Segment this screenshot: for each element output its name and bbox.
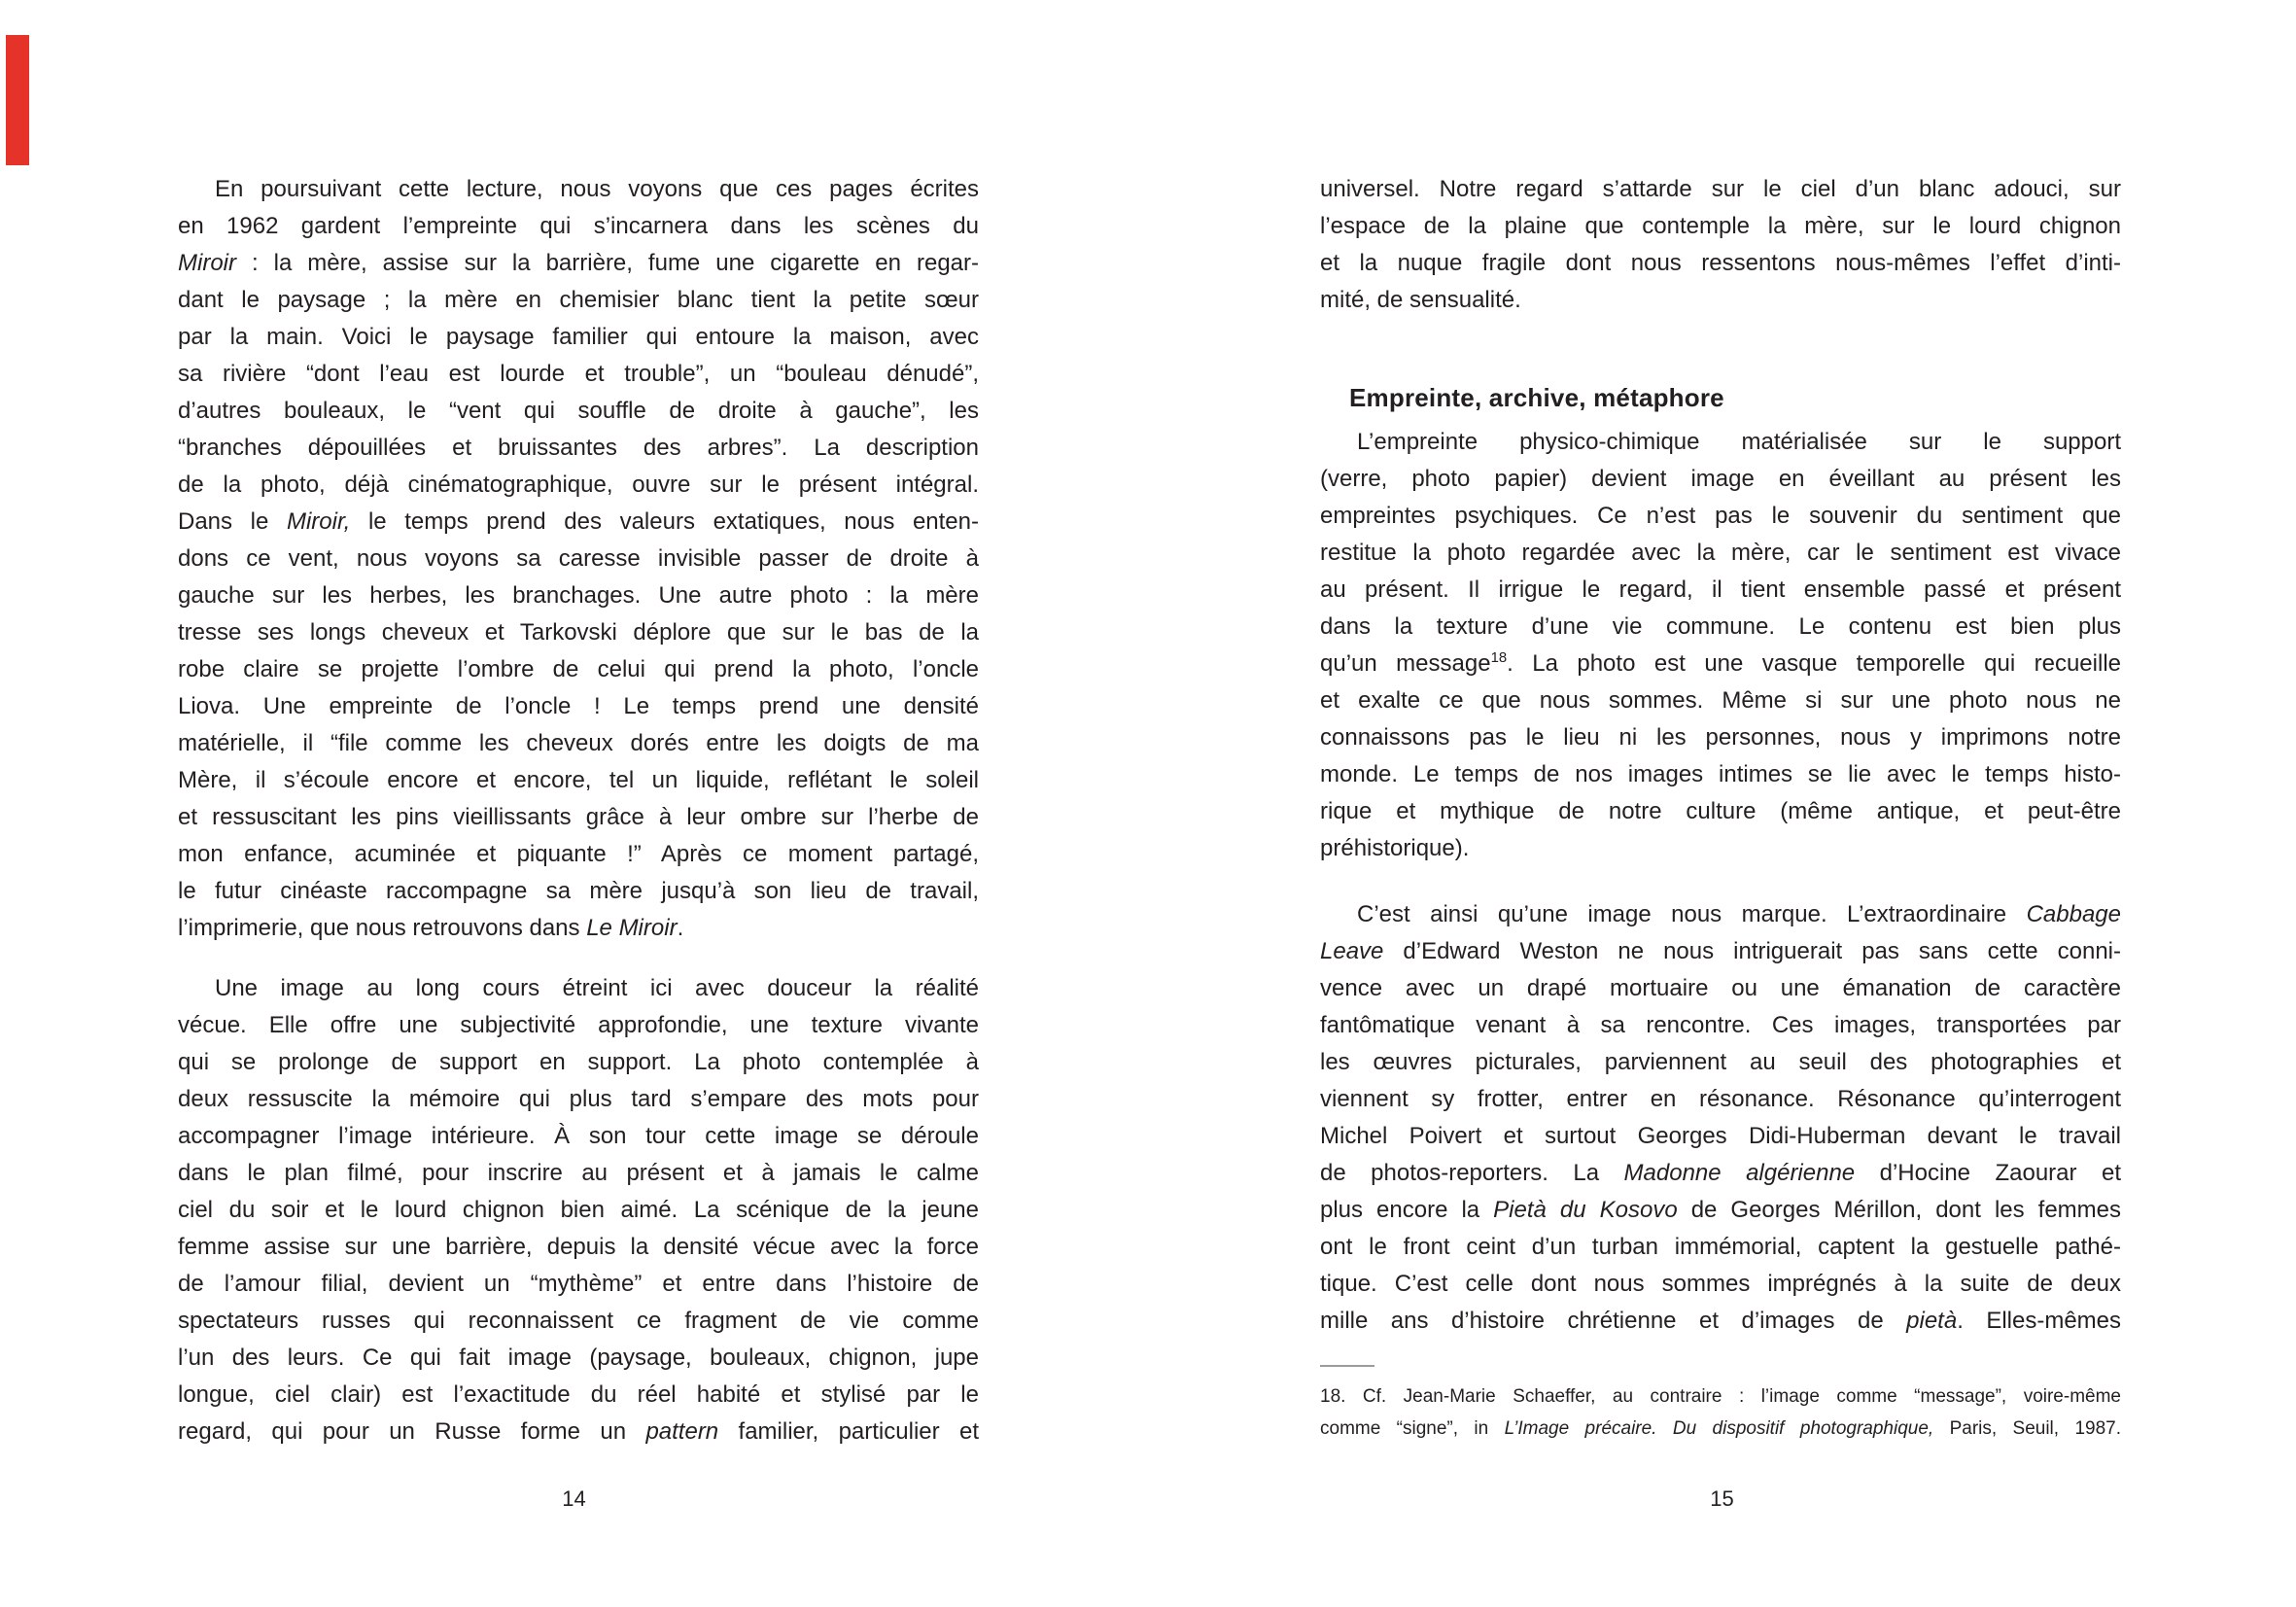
text-line [178, 1414, 979, 1450]
text-line [1320, 282, 2121, 319]
text-segment: l’imprimerie, que nous retrouvons dans [178, 915, 587, 941]
text-segment: L’Image précaire. Du dispositif photographique, [1504, 1418, 1934, 1439]
text-segment: En poursuivant cette lecture, nous voyons que ces pages écrites [215, 176, 979, 202]
text-line [178, 171, 979, 208]
text-line [1320, 793, 2121, 830]
text-segment: viennent sy frotter, entrer en résonance. Résonance qu’interrogent [1320, 1086, 2121, 1112]
text-segment: et la nuque fragile dont nous ressentons nous-mêmes l’effet d’inti- [1320, 250, 2121, 276]
text-line [178, 245, 979, 282]
text-line [1320, 1229, 2121, 1266]
text-line [1320, 1118, 2121, 1155]
text-segment: spectateurs russes qui reconnaissent ce fragment de vie comme [178, 1308, 979, 1334]
text-segment: d’Hocine Zaourar et [1855, 1160, 2121, 1186]
text-segment: vécue. Elle offre une subjectivité approfondie, une texture vivante [178, 1012, 979, 1038]
text-segment: (verre, photo papier) devient image en éveillant au présent les [1320, 466, 2121, 492]
text-segment: Pietà du Kosovo [1493, 1197, 1678, 1223]
text-segment: et ressuscitant les pins vieillissants grâce à leur ombre sur l’herbe de [178, 804, 979, 830]
text-segment: Michel Poivert et surtout Georges Didi-Huberman devant le travail [1320, 1123, 2121, 1149]
text-line [1320, 1081, 2121, 1118]
text-line [178, 1266, 979, 1303]
text-line [1320, 245, 2121, 282]
page-right [1148, 0, 2296, 1607]
text-segment: et exalte ce que nous sommes. Même si sur une photo nous ne [1320, 687, 2121, 714]
text-line [178, 1044, 979, 1081]
text-line [178, 688, 979, 725]
text-line [178, 1377, 979, 1414]
text-line [178, 1007, 979, 1044]
text-segment: préhistorique). [1320, 835, 1470, 861]
text-segment: fantômatique venant à sa rencontre. Ces images, transportées par [1320, 1012, 2121, 1038]
text-segment: de l’amour filial, devient un “mythème” et entre dans l’histoire de [178, 1271, 979, 1297]
text-line [1320, 208, 2121, 245]
text-segment: comme “signe”, in [1320, 1418, 1505, 1439]
text-segment: ciel du soir et le lourd chignon bien aimé. La scénique de la jeune [178, 1197, 979, 1223]
text-segment: robe claire se projette l’ombre de celui qui prend la photo, l’oncle [178, 656, 979, 682]
text-segment: gauche sur les herbes, les branchages. Une autre photo : la mère [178, 582, 979, 609]
text-segment: : la mère, assise sur la barrière, fume une cigarette en regar- [236, 250, 979, 276]
text-segment: “branches dépouillées et bruissantes des arbres”. La description [178, 435, 979, 461]
text-segment: Leave [1320, 938, 1384, 964]
text-segment: pattern [645, 1418, 719, 1445]
text-line [178, 1303, 979, 1340]
text-segment: Cabbage [2026, 901, 2121, 927]
page-number-right: 15 [1710, 1486, 1734, 1511]
text-line [178, 910, 979, 947]
text-segment: 18 [1490, 650, 1508, 666]
text-line [1320, 1380, 2121, 1413]
text-segment: plus encore la [1320, 1197, 1494, 1223]
text-segment: mité, de sensualité. [1320, 287, 1521, 313]
text-segment: de la photo, déjà cinématographique, ouvre sur le présent intégral. [178, 472, 979, 498]
text-line [1320, 830, 2121, 867]
text-segment: dans la texture d’une vie commune. Le contenu est bien plus [1320, 613, 2121, 640]
text-segment: vence avec un drapé mortuaire ou une émanation de caractère [1320, 975, 2121, 1001]
text-segment: d’autres bouleaux, le “vent qui souffle de droite à gauche”, les [178, 398, 979, 424]
text-line [178, 970, 979, 1007]
text-line [178, 799, 979, 836]
text-segment: . La photo est une vasque temporelle qui recueille [1507, 650, 2121, 677]
text-segment: matérielle, il “file comme les cheveux dorés entre les doigts de ma [178, 730, 979, 756]
text-segment: Miroir [178, 250, 236, 276]
text-line [178, 1155, 979, 1192]
text-segment: C’est ainsi qu’une image nous marque. L’extraordinaire [1357, 901, 2027, 927]
text-segment: monde. Le temps de nos images intimes se lie avec le temps histo- [1320, 761, 2121, 787]
page-number-left: 14 [562, 1486, 586, 1511]
text-segment: Le Miroir [586, 915, 678, 941]
text-segment: l’espace de la plaine que contemple la mère, sur le lourd chignon [1320, 213, 2121, 239]
text-line [178, 651, 979, 688]
text-line [1320, 1192, 2121, 1229]
text-segment: accompagner l’image intérieure. À son tour cette image se déroule [178, 1123, 979, 1149]
text-segment: Madonne algérienne [1623, 1160, 1856, 1186]
text-segment: le temps prend des valeurs extatiques, nous enten- [350, 508, 979, 535]
text-line [178, 504, 979, 541]
text-line [178, 1229, 979, 1266]
text-line [1320, 424, 2121, 461]
text-line [1320, 535, 2121, 572]
paragraph-universel [1320, 171, 2121, 319]
text-segment: mon enfance, acuminée et piquante !” Après ce moment partagé, [178, 841, 979, 867]
footnote [1320, 1380, 2121, 1445]
text-segment: Une image au long cours étreint ici avec douceur la réalité [215, 975, 979, 1001]
text-line [178, 577, 979, 614]
text-line [178, 356, 979, 393]
text-segment: L’empreinte physico-chimique matérialisée sur le support [1357, 429, 2121, 455]
paragraph-pursuing-lecture [178, 171, 979, 947]
text-line [178, 762, 979, 799]
text-line [1320, 682, 2121, 719]
text-segment: 18. Cf. Jean-Marie Schaeffer, au contraire : l’image comme “message”, voire-même [1320, 1386, 2121, 1407]
text-segment: Liova. Une empreinte de l’oncle ! Le temps prend une densité [178, 693, 979, 719]
text-segment: le futur cinéaste raccompagne sa mère jusqu’à son lieu de travail, [178, 878, 979, 904]
text-line [178, 1192, 979, 1229]
text-line [178, 836, 979, 873]
text-line [1320, 646, 2121, 682]
text-line [178, 873, 979, 910]
text-segment: qui se prolonge de support en support. La photo contemplée à [178, 1049, 979, 1075]
text-segment: pietà [1906, 1308, 1958, 1334]
text-line [178, 1340, 979, 1377]
text-segment: regard, qui pour un Russe forme un [178, 1418, 646, 1445]
text-line [1320, 1303, 2121, 1340]
text-segment: tresse ses longs cheveux et Tarkovski déplore que sur le bas de la [178, 619, 979, 646]
text-segment: deux ressuscite la mémoire qui plus tard s’empare des mots pour [178, 1086, 979, 1112]
text-segment: Mère, il s’écoule encore et encore, tel un liquide, reflétant le soleil [178, 767, 979, 793]
text-segment: familier, particulier et [718, 1418, 979, 1445]
text-line [178, 541, 979, 577]
text-line [178, 208, 979, 245]
paragraph-empreinte [1320, 424, 2121, 867]
text-segment: Dans le [178, 508, 287, 535]
text-segment: dons ce vent, nous voyons sa caresse invisible passer de droite à [178, 545, 979, 572]
text-line [1320, 1007, 2121, 1044]
text-segment: Paris, Seuil, 1987. [1933, 1418, 2121, 1439]
text-line [178, 430, 979, 467]
text-segment: au présent. Il irrigue le regard, il tient ensemble passé et présent [1320, 576, 2121, 603]
text-line [1320, 572, 2121, 609]
text-segment: femme assise sur une barrière, depuis la densité vécue avec la force [178, 1234, 979, 1260]
text-line [1320, 970, 2121, 1007]
text-segment: par la main. Voici le paysage familier qui entoure la maison, avec [178, 324, 979, 350]
text-segment: connaissons pas le lieu ni les personnes, nous y imprimons notre [1320, 724, 2121, 751]
text-line [1320, 1044, 2121, 1081]
text-segment: les œuvres picturales, parviennent au seuil des photographies et [1320, 1049, 2121, 1075]
text-segment: . [677, 915, 684, 941]
text-line [178, 467, 979, 504]
text-segment: de Georges Mérillon, dont les femmes [1677, 1197, 2121, 1223]
text-segment: . Elles-mêmes [1957, 1308, 2121, 1334]
paragraph-une-image [178, 970, 979, 1450]
text-segment: qu’un message [1320, 650, 1491, 677]
text-line [1320, 461, 2121, 498]
text-line [178, 725, 979, 762]
text-segment: mille ans d’histoire chrétienne et d’images de [1320, 1308, 1907, 1334]
text-segment: universel. Notre regard s’attarde sur le ciel d’un blanc adouci, sur [1320, 176, 2121, 202]
text-line [178, 1081, 979, 1118]
text-segment: en 1962 gardent l’empreinte qui s’incarnera dans les scènes du [178, 213, 979, 239]
text-line [1320, 1155, 2121, 1192]
text-segment: de photos-reporters. La [1320, 1160, 1624, 1186]
text-segment: dans le plan filmé, pour inscrire au présent et à jamais le calme [178, 1160, 979, 1186]
text-line [1320, 933, 2121, 970]
text-segment: longue, ciel clair) est l’exactitude du réel habité et stylisé par le [178, 1381, 979, 1408]
text-line [178, 393, 979, 430]
text-segment: dant le paysage ; la mère en chemisier blanc tient la petite sœur [178, 287, 979, 313]
section-heading: Empreinte, archive, métaphore [1349, 383, 1724, 412]
text-segment: tique. C’est celle dont nous sommes imprégnés à la suite de deux [1320, 1271, 2121, 1297]
text-line [178, 319, 979, 356]
text-segment: sa rivière “dont l’eau est lourde et trouble”, un “bouleau dénudé”, [178, 361, 979, 387]
text-line [1320, 609, 2121, 646]
text-segment: Miroir, [286, 508, 351, 535]
text-segment: empreintes psychiques. Ce n’est pas le souvenir du sentiment que [1320, 503, 2121, 529]
text-line [178, 1118, 979, 1155]
text-line [1320, 171, 2121, 208]
text-segment: rique et mythique de notre culture (même antique, et peut-être [1320, 798, 2121, 824]
text-segment: l’un des leurs. Ce qui fait image (paysage, bouleaux, chignon, jupe [178, 1345, 979, 1371]
text-segment: d’Edward Weston ne nous intriguerait pas sans cette conni- [1383, 938, 2121, 964]
footnote-divider [1320, 1365, 1374, 1367]
text-line [1320, 498, 2121, 535]
text-segment: restitue la photo regardée avec la mère, car le sentiment est vivace [1320, 540, 2121, 566]
text-line [178, 282, 979, 319]
text-line [1320, 1266, 2121, 1303]
text-line [1320, 719, 2121, 756]
text-line [1320, 1413, 2121, 1445]
text-segment: ont le front ceint d’un turban immémorial, captent la gestuelle pathé- [1320, 1234, 2121, 1260]
paragraph-cest-ainsi [1320, 896, 2121, 1340]
text-line [178, 614, 979, 651]
text-line [1320, 896, 2121, 933]
text-line [1320, 756, 2121, 793]
